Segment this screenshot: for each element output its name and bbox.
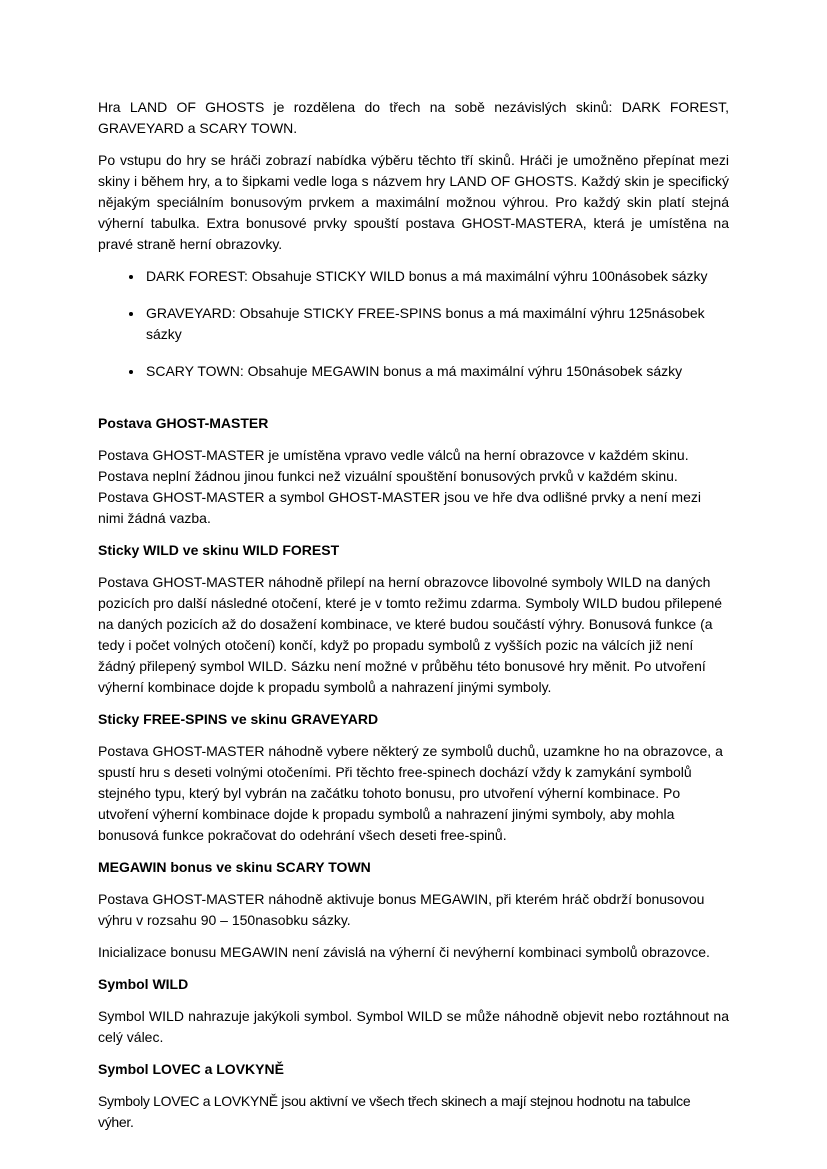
paragraph-symbol-lovec-lovkyne: Symboly LOVEC a LOVKYNĚ jsou aktivní ve všech třech skinech a mají stejnou hodnotu na tabulce výher. bbox=[98, 1093, 691, 1130]
heading-sticky-wild: Sticky WILD ve skinu WILD FOREST bbox=[98, 542, 340, 558]
heading-sticky-free-spins: Sticky FREE-SPINS ve skinu GRAVEYARD bbox=[98, 711, 379, 727]
blank-line-spacer bbox=[98, 393, 729, 413]
heading-symbol-lovec-lovkyne: Symbol LOVEC a LOVKYNĚ bbox=[98, 1061, 284, 1077]
paragraph-sticky-wild: Postava GHOST-MASTER náhodně přilepí na herní obrazovce libovolné symboly WILD na daných pozicích pro další následné otočení, které je v tomto režimu zdarma. Symboly WILD budou přilepené na daných pozicích až do dosažení kombinace, ve které budou součástí výhry. Bonusová funkce (a tedy i počet volných otočení) končí, když po propadu symbolů z vyšších pozic na válcích již není žádný přilepený symbol WILD. Sázku není možné v průběhu této bonusové hry měnit. Po utvoření výherní kombinace dojde k propadu symbolů a nahrazení jinými symboly. bbox=[98, 574, 723, 695]
list-item-scary-town: • SCARY TOWN: Obsahuje MEGAWIN bonus a má maximální výhru 150násobek sázky bbox=[144, 361, 729, 382]
list-item-dark-forest: • DARK FOREST: Obsahuje STICKY WILD bonus a má maximální výhru 100násobek sázky bbox=[144, 266, 729, 287]
heading-symbol-wild: Symbol WILD bbox=[98, 976, 189, 992]
heading-megawin-bonus: MEGAWIN bonus ve skinu SCARY TOWN bbox=[98, 859, 371, 875]
paragraph-megawin-bonus: Postava GHOST-MASTER náhodně aktivuje bonus MEGAWIN, při kterém hráč obdrží bonusovou výhru v rozsahu 90 – 150nasobku sázky. bbox=[98, 891, 705, 928]
paragraph-skin-selection: Po vstupu do hry se hráči zobrazí nabídka výběru těchto tří skinů. Hráči je umožněno přepínat mezi skiny i během hry, a to šipkami vedle loga s názvem hry LAND OF GHOSTS. Každý skin je specifický nějakým speciálním bonusovým prvkem a maximální možnou výhrou. Pro každý skin platí stejná výherní tabulka. Extra bonusové prvky spouští postava GHOST-MASTERA, která je umístěna na pravé straně herní obrazovky. bbox=[98, 152, 729, 252]
skin-bullet-list bbox=[98, 266, 729, 382]
list-item-graveyard: • GRAVEYARD: Obsahuje STICKY FREE-SPINS bonus a má maximální výhru 125násobek sázky bbox=[144, 303, 729, 345]
paragraph-symbol-wild: Symbol WILD nahrazuje jakýkoli symbol. Symbol WILD se může náhodně objevit nebo roztáhnout na celý válec. bbox=[98, 1008, 729, 1045]
paragraph-megawin-inicializace: Inicializace bonusu MEGAWIN není závislá na výherní či nevýherní kombinaci symbolů obrazovce. bbox=[98, 944, 710, 960]
heading-postava-ghost-master: Postava GHOST-MASTER bbox=[98, 415, 269, 431]
paragraph-postava-ghost-master: Postava GHOST-MASTER je umístěna vpravo vedle válců na herní obrazovce v každém skinu. Postava neplní žádnou jinou funkci než vizuální spouštění bonusových prvků v každém skinu. Postava GHOST-MASTER a symbol GHOST-MASTER jsou ve hře dva odlišné prvky a není mezi nimi žádná vazba. bbox=[98, 447, 701, 526]
paragraph-sticky-free-spins: Postava GHOST-MASTER náhodně vybere některý ze symbolů duchů, uzamkne ho na obrazovce, a spustí hru s deseti volnými otočeními. Při těchto free-spinech dochází vždy k zamykání symbolů stejného typu, který byl vybrán na začátku tohoto bonusu, pro utvoření výherní kombinace. Po utvoření výherní kombinace dojde k propadu symbolů a nahrazení jinými symboly, aby mohla bonusová funkce pokračovat do odehrání všech deseti free-spinů. bbox=[98, 743, 723, 843]
paragraph-intro: Hra LAND OF GHOSTS je rozdělena do třech na sobě nezávislých skinů: DARK FOREST, GRAVEYARD a SCARY TOWN. bbox=[98, 99, 729, 136]
